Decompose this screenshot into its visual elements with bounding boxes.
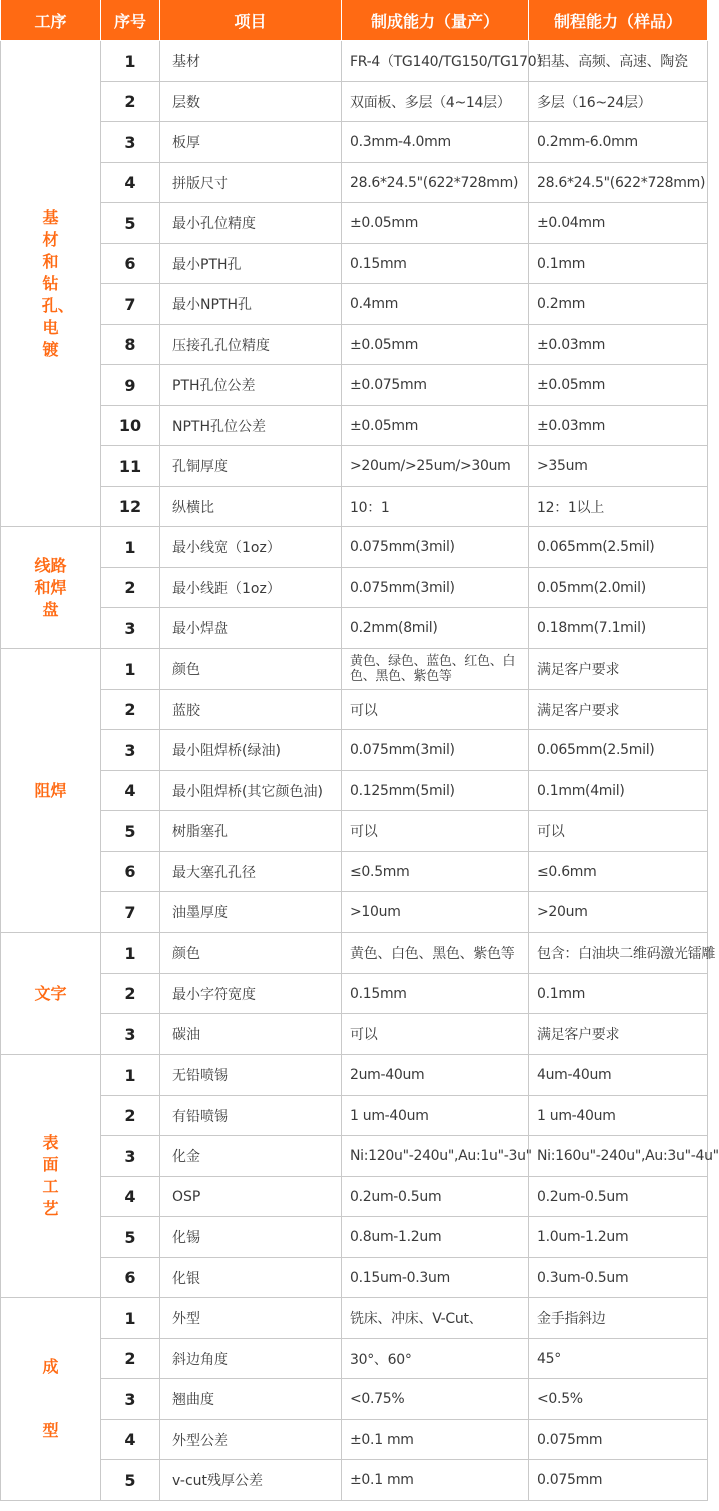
- table-row: [1, 852, 708, 892]
- table-row: [1, 1420, 708, 1460]
- item-name: 最小线宽（1oz）: [160, 527, 342, 568]
- sample-value: 1 um-40um: [529, 1096, 708, 1136]
- production-value: >20um/>25um/>30um: [342, 446, 529, 487]
- sample-value: >35um: [529, 446, 708, 487]
- item-name: 颜色: [160, 933, 342, 974]
- section-label-text: 成型: [42, 1357, 59, 1440]
- production-value: 双面板、多层（4~14层）: [342, 82, 529, 122]
- table-row: [1, 527, 708, 568]
- sample-value: ±0.04mm: [529, 203, 708, 244]
- sample-value: 0.1mm(4mil): [529, 771, 708, 811]
- section-label: [1, 933, 101, 1055]
- sample-value: 0.065mm(2.5mil): [529, 527, 708, 568]
- sample-value: 包含：白油块二维码激光镭雕: [529, 933, 708, 974]
- sample-value: 0.065mm(2.5mil): [529, 730, 708, 771]
- row-number: 2: [101, 974, 160, 1014]
- row-number: 3: [101, 1136, 160, 1177]
- sample-value: 0.1mm: [529, 244, 708, 284]
- production-value: 0.15mm: [342, 974, 529, 1014]
- item-name: 最小字符宽度: [160, 974, 342, 1014]
- section-label: [1, 1055, 101, 1298]
- item-name: 最小线距（1oz）: [160, 568, 342, 608]
- row-number: 7: [101, 284, 160, 325]
- item-name: 最大塞孔孔径: [160, 852, 342, 892]
- row-number: 12: [101, 487, 160, 527]
- sample-value: 铝基、高频、高速、陶瓷: [529, 41, 708, 82]
- sample-value: 金手指斜边: [529, 1298, 708, 1339]
- sample-value: <0.5%: [529, 1379, 708, 1420]
- row-number: 5: [101, 203, 160, 244]
- table-body: [1, 41, 719, 1501]
- sample-value: 满足客户要求: [529, 1014, 708, 1055]
- row-number: 1: [101, 649, 160, 690]
- sample-value: 满足客户要求: [529, 649, 708, 690]
- production-value: 0.3mm-4.0mm: [342, 122, 529, 163]
- table-row: [1, 608, 708, 649]
- section-label: [1, 1298, 101, 1501]
- table-row: [1, 1217, 708, 1258]
- sample-value: 4um-40um: [529, 1055, 708, 1096]
- section-label: [1, 527, 101, 649]
- sample-value: 0.075mm: [529, 1420, 708, 1460]
- row-number: 5: [101, 811, 160, 852]
- production-value: ±0.1 mm: [342, 1460, 529, 1501]
- table-row: [1, 1339, 708, 1379]
- production-value: 可以: [342, 811, 529, 852]
- table-row: [1, 365, 708, 406]
- item-name: NPTH孔位公差: [160, 406, 342, 446]
- section-label-text: 线路和焊盘: [34, 555, 67, 619]
- sample-value: 0.1mm: [529, 974, 708, 1014]
- item-name: 化金: [160, 1136, 342, 1177]
- sample-value: 0.18mm(7.1mil): [529, 608, 708, 649]
- production-value: 0.15mm: [342, 244, 529, 284]
- section-label-text: 基材和钻孔、电镀: [41, 207, 74, 359]
- header-number: 序号: [101, 0, 160, 41]
- row-number: 3: [101, 730, 160, 771]
- sample-value: 0.05mm(2.0mil): [529, 568, 708, 608]
- sample-value: ≤0.6mm: [529, 852, 708, 892]
- item-name: 纵横比: [160, 487, 342, 527]
- row-number: 11: [101, 446, 160, 487]
- section-label-text: 文字: [34, 983, 67, 1003]
- item-name: 拼版尺寸: [160, 163, 342, 203]
- table-row: [1, 1136, 708, 1177]
- item-name: 基材: [160, 41, 342, 82]
- row-number: 1: [101, 933, 160, 974]
- item-name: 化银: [160, 1258, 342, 1298]
- table-row: [1, 203, 708, 244]
- row-number: 1: [101, 41, 160, 82]
- production-value: 0.125mm(5mil): [342, 771, 529, 811]
- table-row: [1, 974, 708, 1014]
- sample-value: ±0.03mm: [529, 325, 708, 365]
- table-row: [1, 122, 708, 163]
- section-label: [1, 41, 101, 527]
- item-name: 颜色: [160, 649, 342, 690]
- table-row: [1, 649, 708, 690]
- production-value: 黄色、绿色、蓝色、红色、白色、黑色、紫色等: [342, 649, 529, 690]
- sample-value: 0.2mm: [529, 284, 708, 325]
- row-number: 2: [101, 1339, 160, 1379]
- production-value: 铣床、冲床、V-Cut、: [342, 1298, 529, 1339]
- table-row: [1, 568, 708, 608]
- production-value: ±0.1 mm: [342, 1420, 529, 1460]
- table-row: [1, 730, 708, 771]
- row-number: 6: [101, 244, 160, 284]
- table-row: [1, 41, 708, 82]
- row-number: 4: [101, 771, 160, 811]
- row-number: 8: [101, 325, 160, 365]
- table-row: [1, 487, 708, 527]
- table-row: [1, 892, 708, 933]
- table-row: [1, 1014, 708, 1055]
- table-row: [1, 284, 708, 325]
- item-name: 最小焊盘: [160, 608, 342, 649]
- production-value: 0.4mm: [342, 284, 529, 325]
- production-value: 0.2mm(8mil): [342, 608, 529, 649]
- item-name: 外型: [160, 1298, 342, 1339]
- table-row: [1, 811, 708, 852]
- production-value: ±0.05mm: [342, 203, 529, 244]
- table-row: [1, 446, 708, 487]
- production-value: 2um-40um: [342, 1055, 529, 1096]
- section-label: [1, 649, 101, 933]
- production-value: >10um: [342, 892, 529, 933]
- item-name: 有铅喷锡: [160, 1096, 342, 1136]
- production-value: <0.75%: [342, 1379, 529, 1420]
- table-row: [1, 1298, 708, 1339]
- header-production-capability: 制成能力（量产）: [342, 0, 529, 41]
- row-number: 4: [101, 163, 160, 203]
- item-name: 无铅喷锡: [160, 1055, 342, 1096]
- row-number: 10: [101, 406, 160, 446]
- item-name: 化锡: [160, 1217, 342, 1258]
- item-name: 翘曲度: [160, 1379, 342, 1420]
- header-process: 工序: [1, 0, 101, 41]
- production-value: 10：1: [342, 487, 529, 527]
- table-row: [1, 1177, 708, 1217]
- item-name: 最小NPTH孔: [160, 284, 342, 325]
- sample-value: >20um: [529, 892, 708, 933]
- sample-value: 0.2mm-6.0mm: [529, 122, 708, 163]
- item-name: 最小孔位精度: [160, 203, 342, 244]
- row-number: 5: [101, 1217, 160, 1258]
- row-number: 2: [101, 1096, 160, 1136]
- production-value: 28.6*24.5"(622*728mm): [342, 163, 529, 203]
- row-number: 2: [101, 82, 160, 122]
- production-value: ±0.05mm: [342, 406, 529, 446]
- sample-value: 28.6*24.5"(622*728mm): [529, 163, 708, 203]
- item-name: 蓝胶: [160, 690, 342, 730]
- row-number: 4: [101, 1177, 160, 1217]
- sample-value: 0.2um-0.5um: [529, 1177, 708, 1217]
- row-number: 1: [101, 527, 160, 568]
- table-row: [1, 1055, 708, 1096]
- sample-value: 可以: [529, 811, 708, 852]
- item-name: 层数: [160, 82, 342, 122]
- sample-value: 0.3um-0.5um: [529, 1258, 708, 1298]
- table-row: [1, 325, 708, 365]
- row-number: 2: [101, 568, 160, 608]
- item-name: 碳油: [160, 1014, 342, 1055]
- item-name: 外型公差: [160, 1420, 342, 1460]
- production-value: 0.15um-0.3um: [342, 1258, 529, 1298]
- production-value: 可以: [342, 1014, 529, 1055]
- row-number: 3: [101, 1014, 160, 1055]
- production-value: 可以: [342, 690, 529, 730]
- sample-value: Ni:160u"-240u",Au:3u"-4u": [529, 1136, 708, 1177]
- production-value: 0.8um-1.2um: [342, 1217, 529, 1258]
- row-number: 7: [101, 892, 160, 933]
- production-value: 0.075mm(3mil): [342, 527, 529, 568]
- item-name: 孔铜厚度: [160, 446, 342, 487]
- sample-value: ±0.05mm: [529, 365, 708, 406]
- header-row: [1, 0, 708, 41]
- sample-value: 12：1以上: [529, 487, 708, 527]
- row-number: 3: [101, 608, 160, 649]
- item-name: 最小阻焊桥(其它颜色油): [160, 771, 342, 811]
- row-number: 3: [101, 122, 160, 163]
- section-label-text: 表面工艺: [42, 1133, 59, 1218]
- row-number: 1: [101, 1298, 160, 1339]
- production-value: 30°、60°: [342, 1339, 529, 1379]
- row-number: 2: [101, 690, 160, 730]
- sample-value: 0.075mm: [529, 1460, 708, 1501]
- production-value: 0.075mm(3mil): [342, 730, 529, 771]
- production-value: 0.075mm(3mil): [342, 568, 529, 608]
- sample-value: 45°: [529, 1339, 708, 1379]
- item-name: 最小阻焊桥(绿油): [160, 730, 342, 771]
- production-value: 黄色、白色、黑色、紫色等: [342, 933, 529, 974]
- sample-value: 1.0um-1.2um: [529, 1217, 708, 1258]
- table-row: [1, 1379, 708, 1420]
- header-item: 项目: [160, 0, 342, 41]
- table-row: [1, 1460, 708, 1501]
- row-number: 6: [101, 1258, 160, 1298]
- item-name: 压接孔孔位精度: [160, 325, 342, 365]
- sample-value: 多层（16~24层）: [529, 82, 708, 122]
- item-name: 树脂塞孔: [160, 811, 342, 852]
- item-name: PTH孔位公差: [160, 365, 342, 406]
- production-value: ≤0.5mm: [342, 852, 529, 892]
- sample-value: 满足客户要求: [529, 690, 708, 730]
- row-number: 3: [101, 1379, 160, 1420]
- item-name: 油墨厚度: [160, 892, 342, 933]
- item-name: OSP: [160, 1177, 342, 1217]
- row-number: 4: [101, 1420, 160, 1460]
- row-number: 9: [101, 365, 160, 406]
- production-value: 0.2um-0.5um: [342, 1177, 529, 1217]
- table-row: [1, 406, 708, 446]
- production-value: ±0.05mm: [342, 325, 529, 365]
- table-row: [1, 690, 708, 730]
- sample-value: ±0.03mm: [529, 406, 708, 446]
- table-row: [1, 1258, 708, 1298]
- item-name: 板厚: [160, 122, 342, 163]
- table-row: [1, 244, 708, 284]
- row-number: 6: [101, 852, 160, 892]
- table-row: [1, 1096, 708, 1136]
- production-value: FR-4（TG140/TG150/TG170）: [342, 41, 529, 82]
- item-name: 最小PTH孔: [160, 244, 342, 284]
- table-row: [1, 163, 708, 203]
- production-value: ±0.075mm: [342, 365, 529, 406]
- section-label-text: 阻焊: [34, 780, 67, 800]
- table-row: [1, 771, 708, 811]
- header-sample-capability: 制程能力（样品）: [529, 0, 708, 41]
- row-number: 1: [101, 1055, 160, 1096]
- row-number: 5: [101, 1460, 160, 1501]
- item-name: 斜边角度: [160, 1339, 342, 1379]
- production-value: Ni:120u"-240u",Au:1u"-3u": [342, 1136, 529, 1177]
- table-row: [1, 82, 708, 122]
- table-row: [1, 933, 708, 974]
- production-value: 1 um-40um: [342, 1096, 529, 1136]
- item-name: v-cut残厚公差: [160, 1460, 342, 1501]
